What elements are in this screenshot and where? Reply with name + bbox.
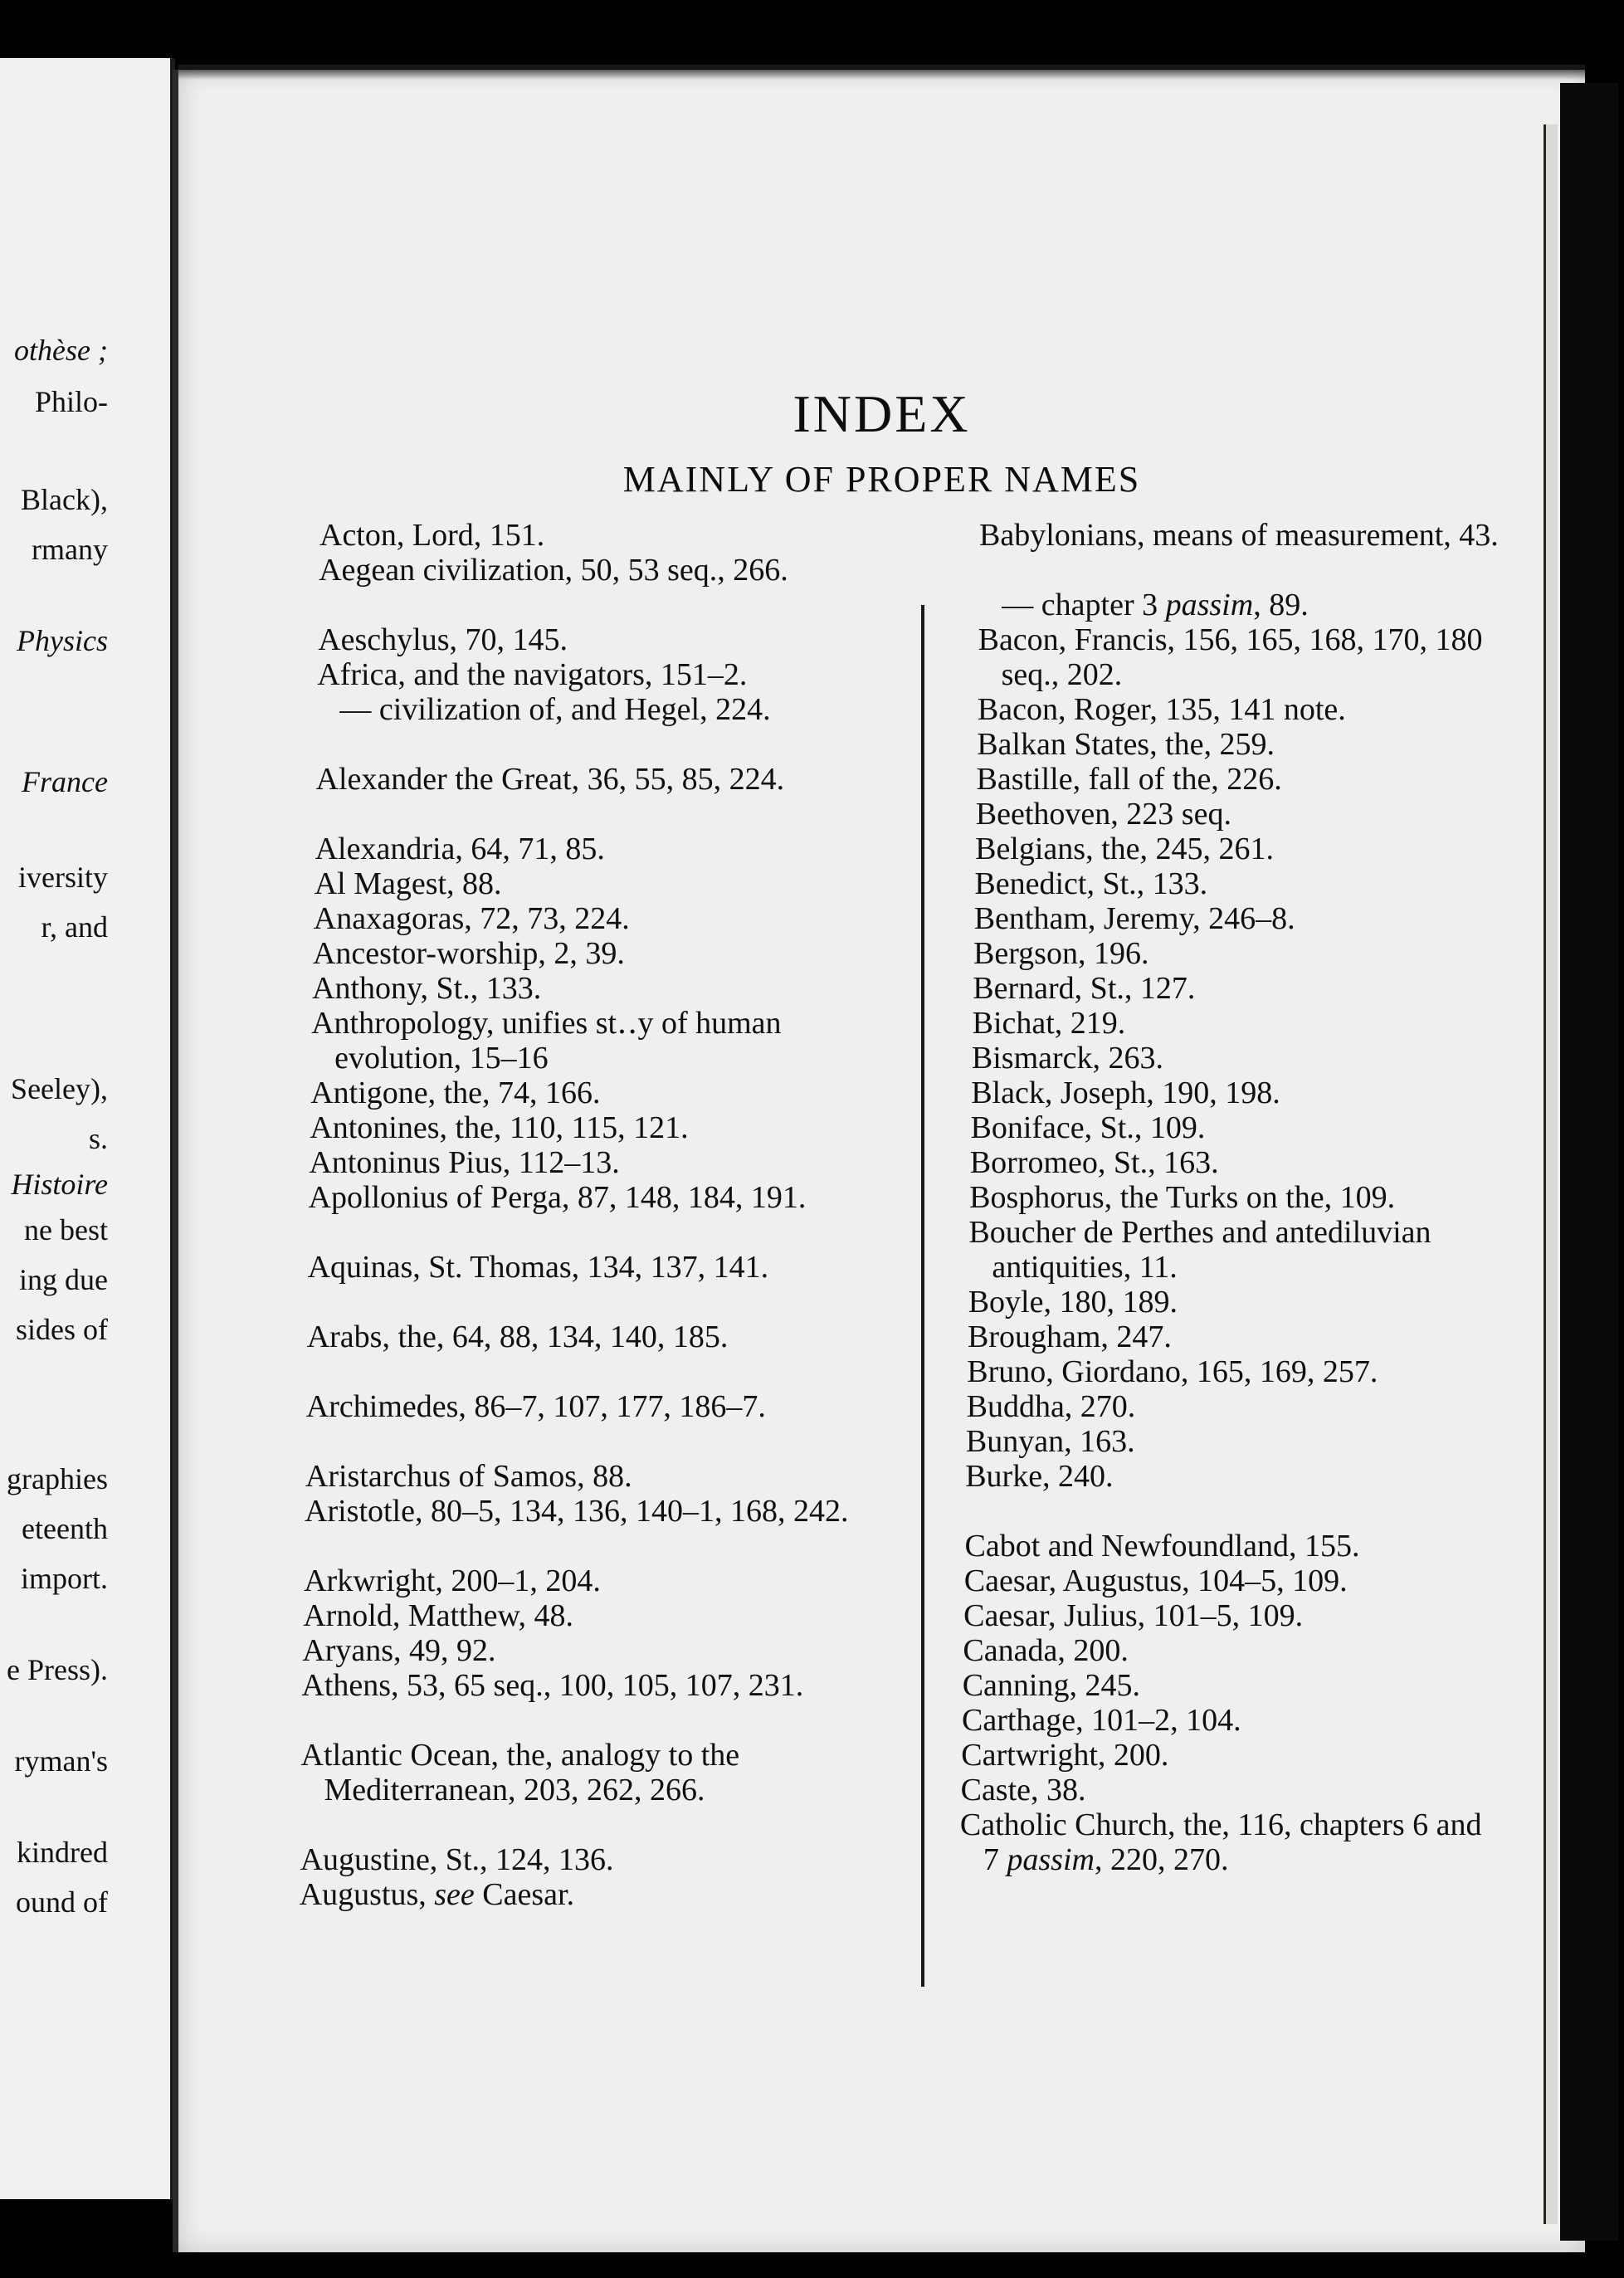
index-entry: Belgians, the, 245, 261. bbox=[975, 832, 1274, 866]
scan-shadow-right bbox=[1560, 83, 1618, 2241]
index-entry: Bruno, Giordano, 165, 169, 257. bbox=[967, 1354, 1378, 1389]
index-entry: Africa, and the navigators, 151–2. bbox=[317, 657, 748, 692]
index-entry: Bastille, fall of the, 226. bbox=[976, 762, 1282, 797]
column-divider bbox=[921, 605, 924, 1987]
index-entry: Arabs, the, 64, 88, 134, 140, 185. bbox=[306, 1319, 729, 1354]
facing-page-text-fragment: graphies bbox=[7, 1462, 108, 1495]
index-entry: Bergson, 196. bbox=[973, 936, 1149, 971]
index-entry: Arkwright, 200–1, 204. bbox=[304, 1563, 601, 1598]
index-subtitle: MAINLY OF PROPER NAMES bbox=[622, 459, 1141, 500]
facing-page-text-fragment: rmany bbox=[32, 533, 108, 566]
facing-page-text-fragment: Physics bbox=[17, 624, 108, 657]
facing-page-text-fragment: e Press). bbox=[7, 1653, 108, 1686]
index-entry: Aegean civilization, 50, 53 seq., 266. bbox=[319, 553, 788, 588]
index-entry: Buddha, 270. bbox=[966, 1389, 1136, 1424]
index-entry: Bacon, Roger, 135, 141 note. bbox=[977, 692, 1346, 727]
index-entry: Anthony, St., 133. bbox=[312, 971, 542, 1006]
index-entry: Boucher de Perthes and antediluvian antiquities, 11. bbox=[968, 1215, 1431, 1285]
facing-page-text-fragment: othèse ; bbox=[14, 334, 108, 367]
index-entry: Augustine, St., 124, 136. bbox=[300, 1842, 614, 1877]
index-entry: Aeschylus, 70, 145. bbox=[318, 622, 568, 657]
index-entry: Cabot and Newfoundland, 155. bbox=[964, 1529, 1360, 1563]
facing-page-text-fragment: iversity bbox=[18, 861, 108, 894]
index-entry: — chapter 3 passim, 89. bbox=[1002, 588, 1309, 622]
facing-page-edge bbox=[0, 58, 175, 2199]
index-entry: Boyle, 180, 189. bbox=[968, 1285, 1178, 1319]
page-edge-right bbox=[1544, 124, 1558, 2224]
facing-page-text-fragment: ing due bbox=[19, 1263, 108, 1296]
index-entry: Cartwright, 200. bbox=[961, 1738, 1169, 1773]
facing-page-text-fragment: kindred bbox=[17, 1836, 108, 1869]
index-entry: Beethoven, 223 seq. bbox=[975, 797, 1231, 832]
index-entry: Ancestor-worship, 2, 39. bbox=[312, 936, 625, 971]
index-entry: Canada, 200. bbox=[963, 1633, 1129, 1668]
index-entry: Canning, 245. bbox=[962, 1668, 1140, 1703]
facing-page-text-fragment: ne best bbox=[24, 1213, 108, 1246]
facing-page-text-fragment: import. bbox=[21, 1562, 108, 1595]
index-title: INDEX bbox=[792, 384, 971, 443]
index-entry: Aquinas, St. Thomas, 134, 137, 141. bbox=[307, 1250, 769, 1285]
index-entry: Archimedes, 86–7, 107, 177, 186–7. bbox=[305, 1389, 766, 1424]
facing-page-text-fragment: ound of bbox=[16, 1885, 108, 1919]
scan-shadow-top bbox=[178, 65, 1585, 80]
index-entry: Alexander the Great, 36, 55, 85, 224. bbox=[315, 762, 785, 797]
index-entry: Caste, 38. bbox=[960, 1773, 1086, 1807]
index-page bbox=[178, 70, 1585, 2252]
index-entry: Anthropology, unifies st‥y of human evolution, 15–16 bbox=[311, 1006, 782, 1076]
facing-page-text-fragment: Seeley), bbox=[11, 1072, 108, 1105]
index-entry: Anaxagoras, 72, 73, 224. bbox=[313, 901, 630, 936]
index-entry: Babylonians, means of measurement, 43. bbox=[979, 518, 1499, 553]
facing-page-text-fragment: Black), bbox=[21, 483, 108, 516]
facing-page-text-fragment: eteenth bbox=[22, 1512, 108, 1545]
facing-page-text-fragment: France bbox=[22, 765, 108, 798]
index-entry: Boniface, St., 109. bbox=[970, 1110, 1206, 1145]
facing-page-text-fragment: r, and bbox=[41, 910, 108, 944]
index-entry: Bismarck, 263. bbox=[971, 1041, 1164, 1076]
index-entry: Bacon, Francis, 156, 165, 168, 170, 180 seq., 202. bbox=[978, 622, 1483, 692]
index-entry: Borromeo, St., 163. bbox=[969, 1145, 1219, 1180]
index-entry: Bosphorus, the Turks on the, 109. bbox=[969, 1180, 1396, 1215]
index-entry: Caesar, Augustus, 104–5, 109. bbox=[963, 1563, 1348, 1598]
index-entry: Benedict, St., 133. bbox=[974, 866, 1208, 901]
index-entry: Al Magest, 88. bbox=[314, 866, 502, 901]
index-entry: Alexandria, 64, 71, 85. bbox=[315, 832, 605, 866]
index-entry: Caesar, Julius, 101–5, 109. bbox=[963, 1598, 1304, 1633]
index-entry: Arnold, Matthew, 48. bbox=[303, 1598, 573, 1633]
index-entry: Bernard, St., 127. bbox=[973, 971, 1196, 1006]
index-entry: Antigone, the, 74, 166. bbox=[310, 1076, 601, 1110]
index-entry: Bichat, 219. bbox=[972, 1006, 1126, 1041]
facing-page-text-fragment: Philo- bbox=[34, 385, 108, 418]
index-entry: Balkan States, the, 259. bbox=[977, 727, 1275, 762]
index-entry: Brougham, 247. bbox=[968, 1319, 1172, 1354]
index-entry: Antoninus Pius, 112–13. bbox=[309, 1145, 620, 1180]
facing-page-text-fragment: s. bbox=[88, 1122, 108, 1155]
index-entry: Black, Joseph, 190, 198. bbox=[971, 1076, 1280, 1110]
index-entry: Athens, 53, 65 seq., 100, 105, 107, 231. bbox=[301, 1668, 804, 1703]
index-entry: — civilization of, and Hegel, 224. bbox=[339, 692, 771, 727]
facing-page-text-fragment: Histoire bbox=[11, 1168, 108, 1201]
facing-page-text-fragment: ryman's bbox=[14, 1744, 108, 1778]
facing-page-text-fragment: sides of bbox=[16, 1313, 108, 1346]
index-entry: Atlantic Ocean, the, analogy to the Mediterranean, 203, 262, 266. bbox=[300, 1738, 740, 1807]
index-entry: Apollonius of Perga, 87, 148, 184, 191. bbox=[308, 1180, 807, 1215]
index-entry: Bentham, Jeremy, 246–8. bbox=[973, 901, 1295, 936]
index-entry: Carthage, 101–2, 104. bbox=[962, 1703, 1241, 1738]
index-entry: Bunyan, 163. bbox=[965, 1424, 1135, 1459]
index-entry: Burke, 240. bbox=[965, 1459, 1114, 1494]
index-entry: Aristarchus of Samos, 88. bbox=[305, 1459, 632, 1494]
index-entry: Augustus, see Caesar. bbox=[299, 1877, 575, 1912]
index-entry: Antonines, the, 110, 115, 121. bbox=[310, 1110, 689, 1145]
index-entry: Aristotle, 80–5, 134, 136, 140–1, 168, 242. bbox=[305, 1494, 849, 1529]
index-entry: Aryans, 49, 92. bbox=[302, 1633, 496, 1668]
index-entry: Catholic Church, the, 116, chapters 6 and 7 passim, 220, 270. bbox=[959, 1807, 1482, 1877]
index-entry: Acton, Lord, 151. bbox=[319, 518, 545, 553]
